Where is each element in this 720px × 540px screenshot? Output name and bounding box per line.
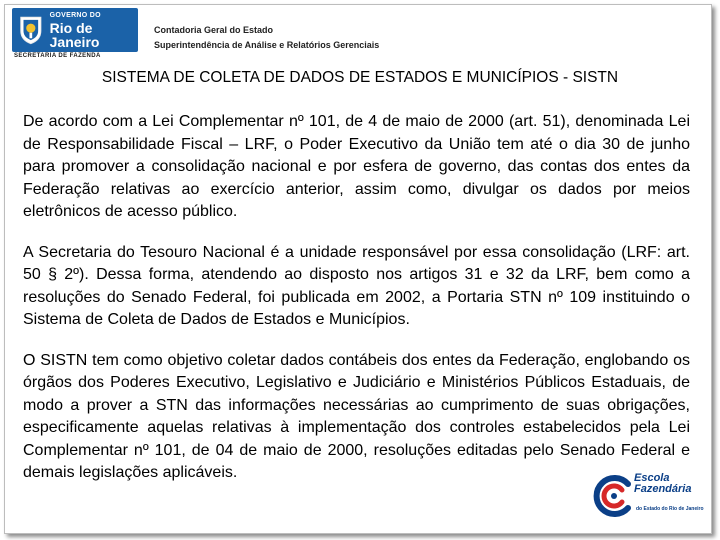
header-org-line-1: Contadoria Geral do Estado [154,25,274,35]
escola-fazendaria-logo [592,466,704,528]
escola-line-2: Fazendária [634,483,692,495]
escola-line-1: Escola [634,472,670,484]
logo-subtitle: SECRETARIA DE FAZENDA [14,53,101,59]
page-title: SISTEMA DE COLETA DE DADOS DE ESTADOS E MUNICÍPIOS - SISTN [101,69,619,86]
header-org-lines [154,23,379,53]
header-org-line-2: Superintendência de Análise e Relatórios Gerenciais [154,40,380,50]
government-logo [12,8,138,52]
escola-swirl-icon [592,474,638,518]
paragraph-3: O SISTN tem como objetivo coletar dados contábeis dos entes da Federação, englobando os órgãos dos Poderes Executivo, Legislativo e Judiciário e Ministérios Públicos Estaduais, de modo a prover a STN das informações necessárias ao cumprimento de suas obrigações, especificamente aquelas relativas à implementação dos controles estabelecidos pela Lei Complementar nº 101, de 04 de maio de 2000, resoluções editadas pelo Senado Federal e demais legislações aplicáveis. [23,351,690,481]
paragraph-1: De acordo com a Lei Complementar nº 101, de 4 de maio de 2000 (art. 51), denominada Lei de Responsabilidade Fiscal – LRF, o Poder Executivo da União tem até o dia 30 de junho para promover a consolidação nacional e por esfera de governo, das contas dos entes da Federação relativas ao exercício anterior, assim como, divulgar os dados por meios eletrônicos de acesso público. [23,113,690,220]
paragraph-2: A Secretaria do Tesouro Nacional é a unidade responsável por essa consolidação (LRF: art. 50 § 2º). Dessa forma, atendendo ao disposto nos artigos 31 e 32 da LRF, bem como a resoluções do Senado Federal, foi publicada em 2002, a Portaria STN nº 109 instituindo o Sistema de Coleta de Dados de Estados e Municípios. [23,243,690,328]
body-text [23,111,690,503]
logo-line-rio: Rio de Janeiro [49,19,100,50]
logo-line-governo: GOVERNO DO [49,11,101,19]
escola-subtitle: do Estado do Rio de Janeiro [636,506,704,512]
state-crest-icon [18,13,44,47]
